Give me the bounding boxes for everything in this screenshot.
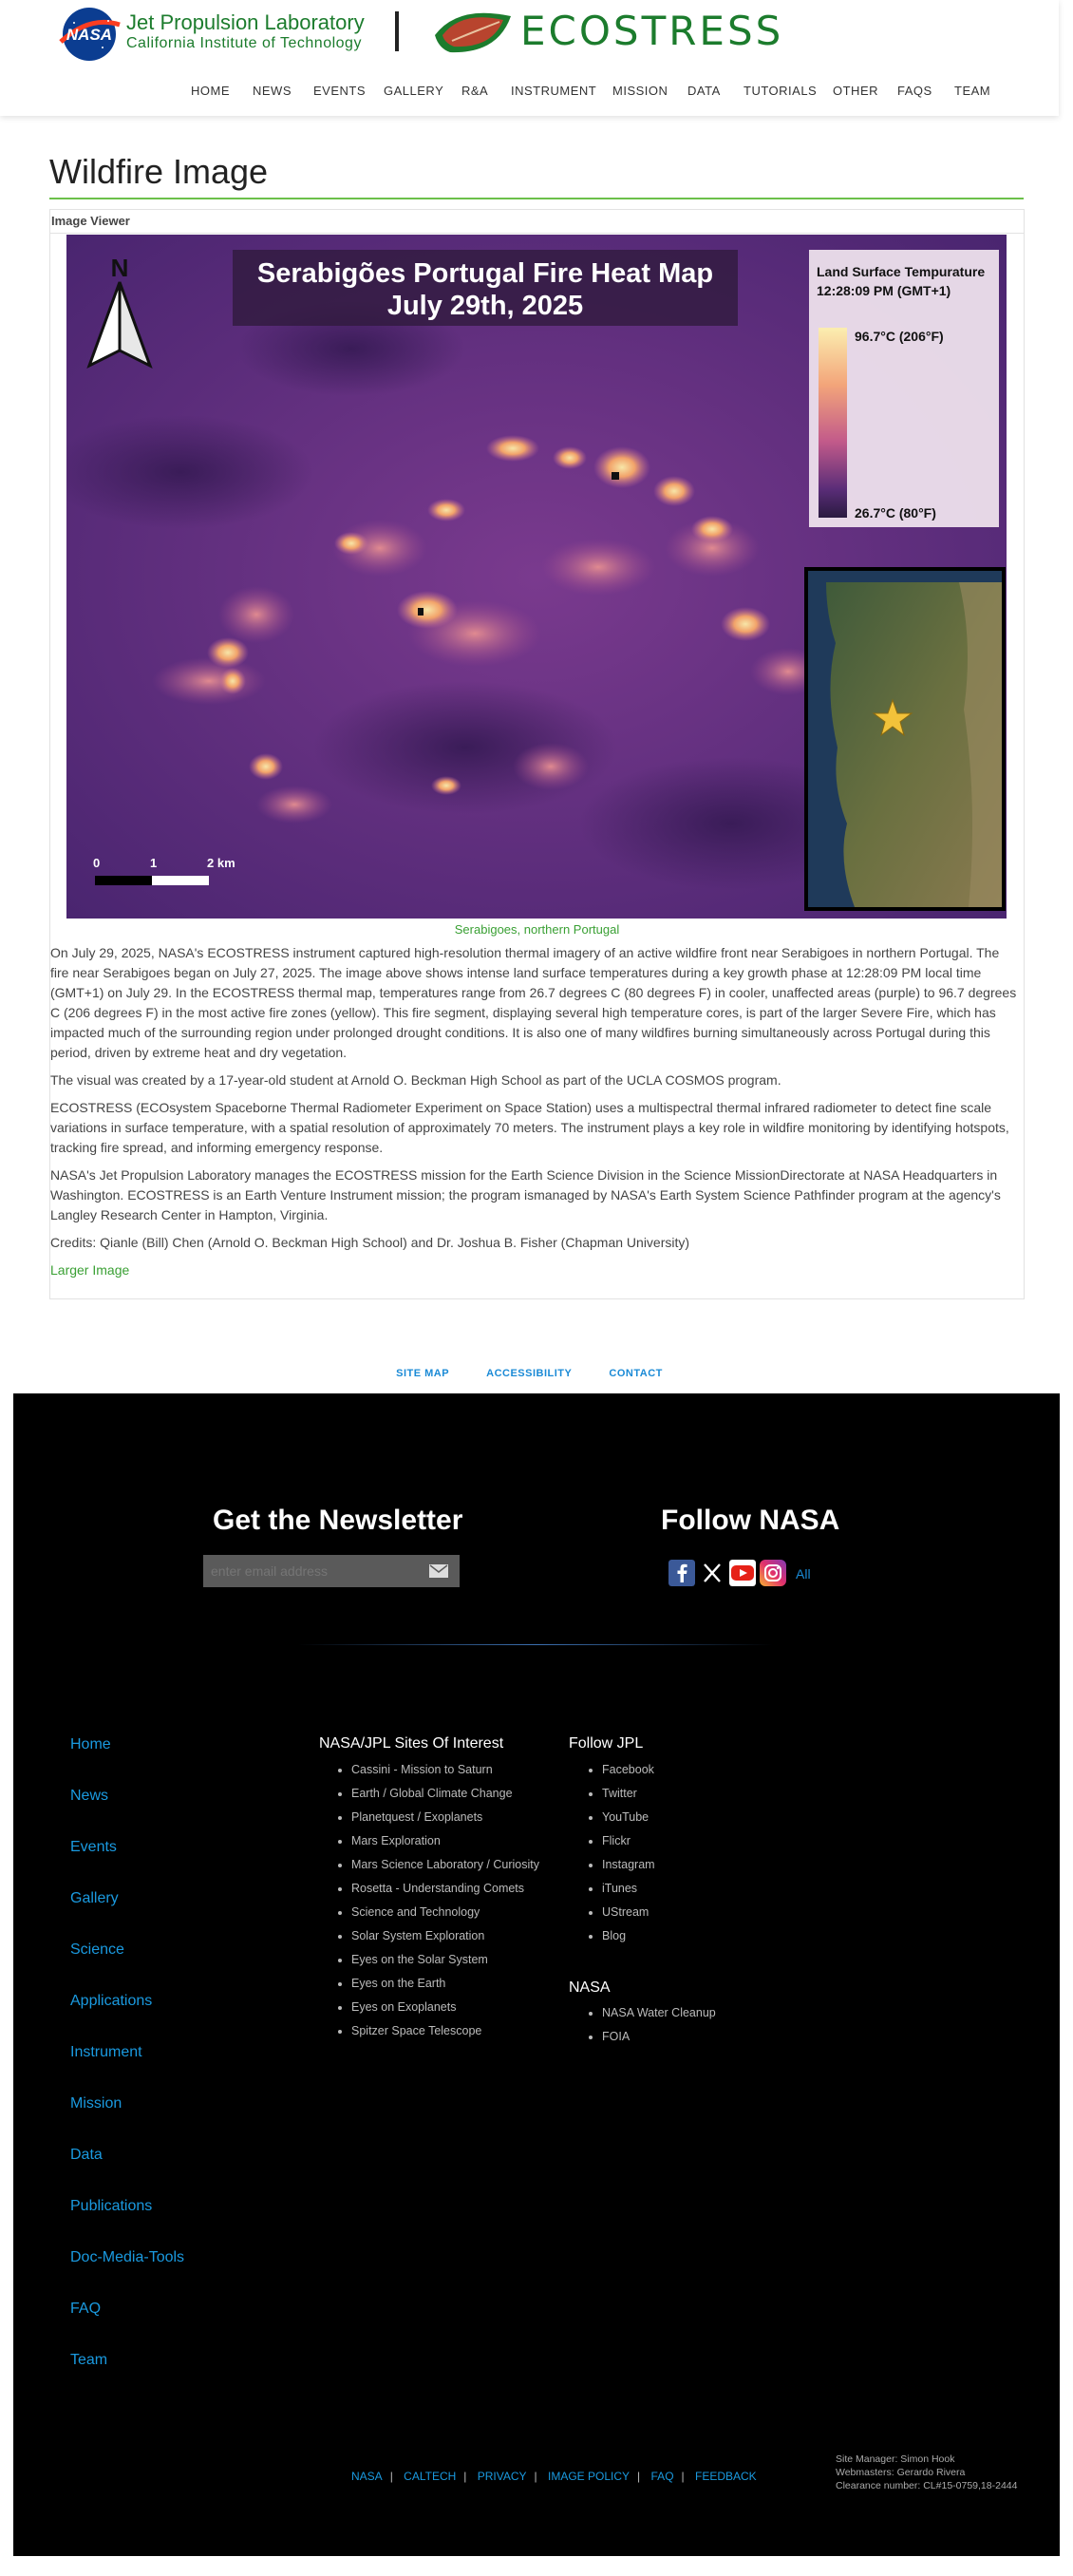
map-warm-area [513, 743, 589, 790]
ecostress-wordmark[interactable]: ECOSTRESS [520, 8, 784, 54]
feedback-link[interactable]: FEEDBACK [695, 2470, 757, 2483]
site-credits [836, 2453, 1017, 2492]
foia-link[interactable]: • FOIA [602, 2025, 773, 2049]
fire-hotspot [691, 516, 733, 542]
site-link[interactable]: • Solar System Exploration [351, 1924, 541, 1948]
image-viewer-label: Image Viewer [51, 214, 130, 228]
site-link[interactable]: • Mars Science Laboratory / Curiosity [351, 1853, 541, 1877]
fire-hotspot [249, 753, 283, 780]
map-warm-area [218, 586, 294, 643]
fire-hotspot [431, 776, 461, 795]
nav-ra[interactable]: R&A [461, 84, 489, 98]
map-warm-area [256, 786, 332, 824]
follow-jpl-title: Follow JPL [569, 1735, 644, 1752]
ecostress-leaf-icon[interactable] [429, 3, 517, 60]
newsletter-email-input[interactable] [203, 1555, 460, 1587]
sites-of-interest-list [332, 1758, 541, 2043]
fire-hotspot [219, 668, 246, 694]
footer-divider [298, 1644, 773, 1645]
site-header [0, 0, 1059, 116]
header-divider [395, 11, 399, 51]
site-link[interactable]: • Science and Technology [351, 1901, 541, 1924]
all-social-link[interactable]: All [796, 1566, 811, 1582]
footer-nav-instrument[interactable]: Instrument [70, 2044, 142, 2060]
blog-link[interactable]: • Blog [602, 1924, 773, 1948]
fire-core [418, 608, 424, 616]
fire-hotspot [427, 499, 465, 521]
caltech-name: California Institute of Technology [126, 35, 362, 51]
contact-link[interactable]: CONTACT [609, 1368, 663, 1379]
nasa-logo-text: NASA [66, 26, 113, 44]
fire-hotspot [553, 446, 587, 469]
footer-nav-faq[interactable]: FAQ [70, 2301, 102, 2317]
legend-title: Land Surface Tempurature [817, 264, 986, 279]
follow-jpl-list [583, 1758, 773, 1948]
title-rule [49, 198, 1024, 199]
fire-hotspot [334, 532, 368, 555]
article-paragraph: ECOSTRESS (ECOsystem Spaceborne Thermal Radiometer Experiment on Space Station) uses a multispectral thermal infrared radiometer to detect fine scale variations in surface temperature, with a spatial resolution of approximately 70 meters. The instrument plays a key role in wildfire monitoring by identifying hotspots, tracking fire spread, and informing emergency response. [50, 1100, 1009, 1155]
webmasters: Webmasters: Gerardo Rivera [836, 2467, 966, 2478]
nav-faqs[interactable]: FAQS [897, 84, 932, 98]
scale-label-0: 0 [93, 856, 101, 870]
legal-links: NASA | CALTECH | PRIVACY | IMAGE POLICY | FAQ | FEEDBACK [351, 2470, 757, 2483]
instagram-icon[interactable] [760, 1560, 786, 1586]
site-link[interactable]: • Eyes on the Earth [351, 1972, 541, 1996]
instagram-link[interactable]: • Instagram [602, 1853, 773, 1877]
footer-nav-gallery[interactable]: Gallery [70, 1890, 119, 1906]
nasa-links-list [583, 2001, 773, 2049]
jpl-wordmark[interactable] [126, 11, 365, 53]
nav-data[interactable]: DATA [687, 84, 721, 98]
footer-nav-news[interactable]: News [70, 1788, 109, 1804]
article-body [50, 943, 1021, 1280]
legend-max: 96.7°C (206°F) [855, 329, 944, 344]
itunes-link[interactable]: • iTunes [602, 1877, 773, 1901]
map-title: Serabigões Portugal Fire Heat Map [256, 258, 714, 289]
site-map-link[interactable]: SITE MAP [396, 1368, 450, 1379]
site-link[interactable]: • Planetquest / Exoplanets [351, 1806, 541, 1829]
site-footer [13, 1393, 1060, 2556]
image-policy-link[interactable]: IMAGE POLICY [548, 2470, 631, 2483]
map-warm-area [152, 657, 266, 705]
clearance-number: Clearance number: CL#15-0759,18-2444 [836, 2480, 1018, 2491]
site-link[interactable]: • Cassini - Mission to Saturn [351, 1758, 541, 1782]
facebook-icon[interactable] [668, 1560, 695, 1586]
water-cleanup-link[interactable]: • NASA Water Cleanup [602, 2001, 773, 2025]
article-paragraph: On July 29, 2025, NASA's ECOSTRESS instrument captured high-resolution thermal imagery of an active wildfire front near Serabigoes in northern Portugal. The fire near Serabigoes began on July 27, 2025. The image above shows intense land surface temperatures during a key growth phase at 12:28:09 PM local time (GMT+1) on July 29. In the ECOSTRESS thermal map, temperatures range from 26.7 degrees C (80 degrees F) in cooler, unaffected areas (purple) to 96.7 degrees C (206 degrees F) in the most active fire zones (yellow). This fire segment, displaying several high temperature cores, is part of the larger Severe Fire, which has impacted much of the surrounding region under prolonged drought conditions. It is also one of many wildfires burning simultaneously across Portugal during this period, driven by extreme heat and dry vegetation. [50, 945, 1017, 1060]
nav-events[interactable]: EVENTS [313, 84, 367, 98]
footer-nav-science[interactable]: Science [70, 1941, 124, 1958]
article-paragraph: The visual was created by a 17-year-old student at Arnold O. Beckman High School as part of the UCLA COSMOS program. [50, 1072, 781, 1088]
footer-nav-doc-media-tools[interactable]: Doc-Media-Tools [70, 2249, 185, 2265]
scale-label-1: 1 [150, 856, 158, 870]
site-link[interactable]: • Eyes on the Solar System [351, 1948, 541, 1972]
nasa-links-title: NASA [569, 1979, 611, 1996]
legend-min: 26.7°C (80°F) [855, 505, 936, 521]
fire-hotspot [653, 476, 695, 506]
nav-home[interactable]: HOME [191, 84, 230, 98]
footer-nav-applications[interactable]: Applications [70, 1993, 153, 2009]
fire-hotspot [397, 591, 458, 629]
footer-nav-mission[interactable]: Mission [70, 2095, 122, 2112]
send-mail-icon[interactable] [429, 1564, 448, 1578]
map-date: July 29th, 2025 [386, 291, 584, 321]
scale-label-2: 2 km [207, 856, 235, 870]
footer-nav-home[interactable]: Home [70, 1736, 111, 1752]
nav-tutorials[interactable]: TUTORIALS [744, 84, 818, 98]
article-credits: Credits: Qianle (Bill) Chen (Arnold O. Beckman High School) and Dr. Joshua B. Fisher (Chapman University) [50, 1235, 690, 1250]
caltech-link[interactable]: CALTECH [404, 2470, 457, 2483]
nasa-link[interactable]: NASA [351, 2470, 383, 2483]
facebook-link[interactable]: • Facebook [602, 1758, 773, 1782]
legend-colorbar [819, 328, 847, 518]
image-viewer-header [50, 210, 1024, 234]
north-label: N [110, 254, 129, 282]
youtube-icon[interactable] [729, 1560, 756, 1586]
nav-mission[interactable]: MISSION [612, 84, 668, 98]
newsletter-title: Get the Newsletter [213, 1505, 463, 1536]
larger-image-link[interactable]: Larger Image [50, 1262, 130, 1278]
site-link[interactable]: • Spitzer Space Telescope [351, 2019, 541, 2043]
flickr-link[interactable]: • Flickr [602, 1829, 773, 1853]
image-viewer [49, 209, 1025, 1299]
nav-other[interactable]: OTHER [833, 84, 878, 98]
site-manager: Site Manager: Simon Hook [836, 2453, 955, 2465]
fire-hotspot [593, 446, 650, 488]
nav-team[interactable]: TEAM [954, 84, 991, 98]
fire-heat-map[interactable] [66, 235, 1007, 919]
scale-bar-black [95, 876, 152, 885]
faq-link[interactable]: FAQ [650, 2470, 674, 2483]
fire-core [612, 472, 619, 480]
fire-hotspot [721, 607, 770, 641]
footer-nav-data[interactable]: Data [70, 2147, 103, 2163]
site-link[interactable]: • Rosetta - Understanding Comets [351, 1877, 541, 1901]
utility-links [0, 1368, 1059, 1379]
site-link[interactable]: • Mars Exploration [351, 1829, 541, 1853]
page-title: Wildfire Image [49, 152, 269, 191]
nav-instrument[interactable]: INSTRUMENT [511, 84, 597, 98]
footer-nav-events[interactable]: Events [70, 1839, 117, 1855]
footer-nav-publications[interactable]: Publications [70, 2198, 153, 2214]
follow-nasa-title: Follow NASA [661, 1505, 840, 1536]
youtube-link[interactable]: • YouTube [602, 1806, 773, 1829]
ustream-link[interactable]: • UStream [602, 1901, 773, 1924]
legend-time: 12:28:09 PM (GMT+1) [817, 283, 951, 298]
image-caption-link[interactable]: Serabigoes, northern Portugal [454, 922, 620, 937]
privacy-link[interactable]: PRIVACY [477, 2470, 527, 2483]
nav-gallery[interactable]: GALLERY [384, 84, 444, 98]
sites-of-interest-title: NASA/JPL Sites Of Interest [319, 1735, 504, 1752]
footer-nav-team[interactable]: Team [70, 2352, 108, 2368]
accessibility-link[interactable]: ACCESSIBILITY [486, 1368, 573, 1379]
jpl-name: Jet Propulsion Laboratory [126, 10, 365, 34]
fire-hotspot [486, 435, 539, 462]
nav-news[interactable]: NEWS [253, 84, 292, 98]
site-link[interactable]: • Eyes on Exoplanets [351, 1996, 541, 2019]
map-warm-area [541, 539, 655, 596]
twitter-link[interactable]: • Twitter [602, 1782, 773, 1806]
article-paragraph: NASA's Jet Propulsion Laboratory manages the ECOSTRESS mission for the Earth Science Division in the Science MissionDirectorate at NASA Headquarters in Washington. ECOSTRESS is an Earth Venture Instrument mission; the program ismanaged by NASA's Earth System Science Pathfinder program at the agency's Langley Research Center in Hampton, Virginia. [50, 1167, 1001, 1222]
nasa-logo[interactable] [55, 6, 123, 63]
x-twitter-icon[interactable] [699, 1560, 725, 1586]
scale-bar-white [152, 876, 209, 885]
site-link[interactable]: • Earth / Global Climate Change [351, 1782, 541, 1806]
fire-hotspot [207, 637, 249, 668]
